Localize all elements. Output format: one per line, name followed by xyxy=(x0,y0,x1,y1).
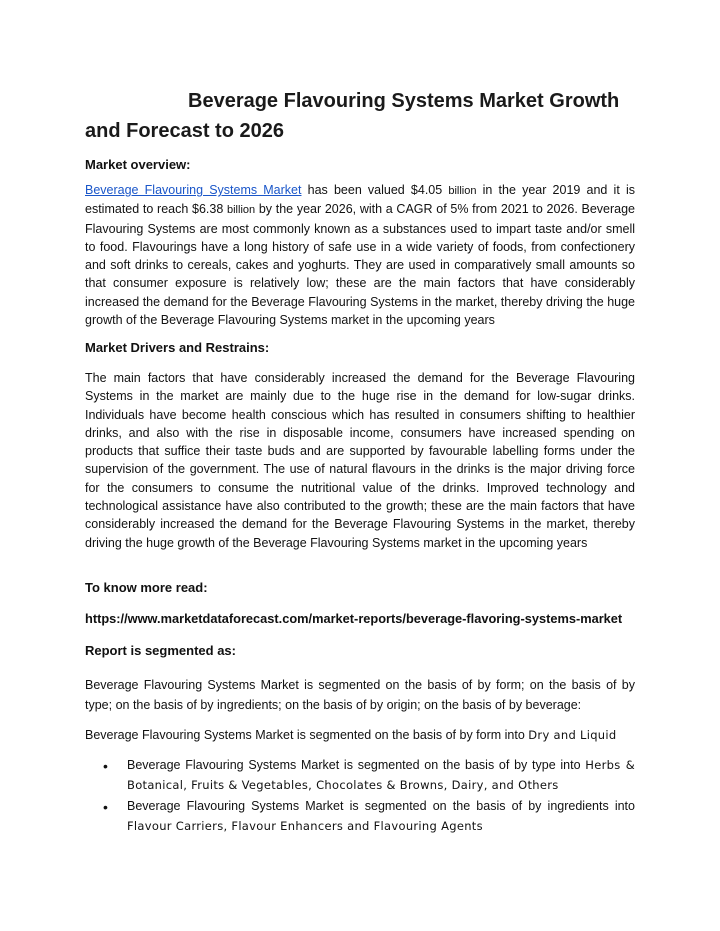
market-report-link[interactable]: Beverage Flavouring Systems Market xyxy=(85,183,302,197)
drivers-heading: Market Drivers and Restrains: xyxy=(85,340,270,355)
page-title: Beverage Flavouring Systems Market Growth and Forecast to 2026 xyxy=(85,90,620,142)
report-url[interactable]: https://www.marketdataforecast.com/market-reports/beverage-flavoring-systems-market xyxy=(85,611,623,626)
market-overview-heading: Market overview: xyxy=(85,157,191,172)
bullet-icon: • xyxy=(103,758,108,774)
form-text: Beverage Flavouring Systems Market is segmented on the basis of by form into xyxy=(85,728,529,742)
know-more-heading: To know more read: xyxy=(85,580,208,595)
bullet-values: Flavour Carriers, Flavour Enhancers and Flavouring Agents xyxy=(127,819,483,833)
market-overview-paragraph xyxy=(85,181,635,329)
bullet-text: Beverage Flavouring Systems Market is segmented on the basis of by ingredients into xyxy=(127,799,635,813)
overview-text-3: by the year 2026, with a CAGR of 5% from 2021 to 2026. Beverage Flavouring Systems are most commonly known as a substances used to impart taste and/or smell to food. Flavourings have a long history of safe use in a wide variety of foods, from confectionery and soft drinks to cereals, cakes and yoghurts. They are used in comparatively small amounts so that consumer exposure is relatively low; these are the main factors that have considerably increased the demand for the Beverage Flavouring Systems in the market, thereby driving the huge growth of the Beverage Flavouring Systems market in the upcoming years xyxy=(85,202,636,328)
segmentation-bullet-list xyxy=(85,755,635,837)
bullet-values: Herbs & Botanical, Fruits & Vegetables, Chocolates & Browns, Dairy, and Others xyxy=(127,758,636,792)
segmented-heading: Report is segmented as: xyxy=(85,643,236,658)
segmentation-form xyxy=(85,726,635,744)
overview-text-2: in the year 2019 and it is estimated to reach $6.38 xyxy=(85,183,635,217)
list-item xyxy=(85,755,635,795)
bullet-text: Beverage Flavouring Systems Market is segmented on the basis of by type into xyxy=(127,758,586,772)
list-item xyxy=(85,796,635,836)
segmentation-intro: Beverage Flavouring Systems Market is segmented on the basis of by form; on the basis of by type; on the basis of by ingredients; on the basis of by origin; on the basis of by beverage: xyxy=(85,678,635,712)
drivers-paragraph: The main factors that have considerably increased the demand for the Beverage Flavouring Systems in the market are mainly due to the huge rise in the demand for low-sugar drinks. Individuals have become health conscious which has resulted in consumers shifting to healthier drinks, and also with the rise in disposable income, consumers have increased spending on products that suffice their taste buds and are supported by favourable labelling forms under the supervision of the government. The use of natural flavours in the drinks is the major driving force for the consumers to consume the nutritional value of the drinks. Improved technology and technological assistance have also contributed to the growth; these are the main factors that have considerably increased the demand for the Beverage Flavouring Systems in the market, thereby driving the huge growth of the Beverage Flavouring Systems market in the upcoming years xyxy=(85,371,635,550)
overview-text-1: has been valued $4.05 xyxy=(301,183,449,197)
form-values: Dry and Liquid xyxy=(528,728,617,742)
overview-unit-1: billion xyxy=(448,185,477,197)
bullet-icon: • xyxy=(103,799,108,815)
overview-unit-2: billion xyxy=(227,204,256,217)
